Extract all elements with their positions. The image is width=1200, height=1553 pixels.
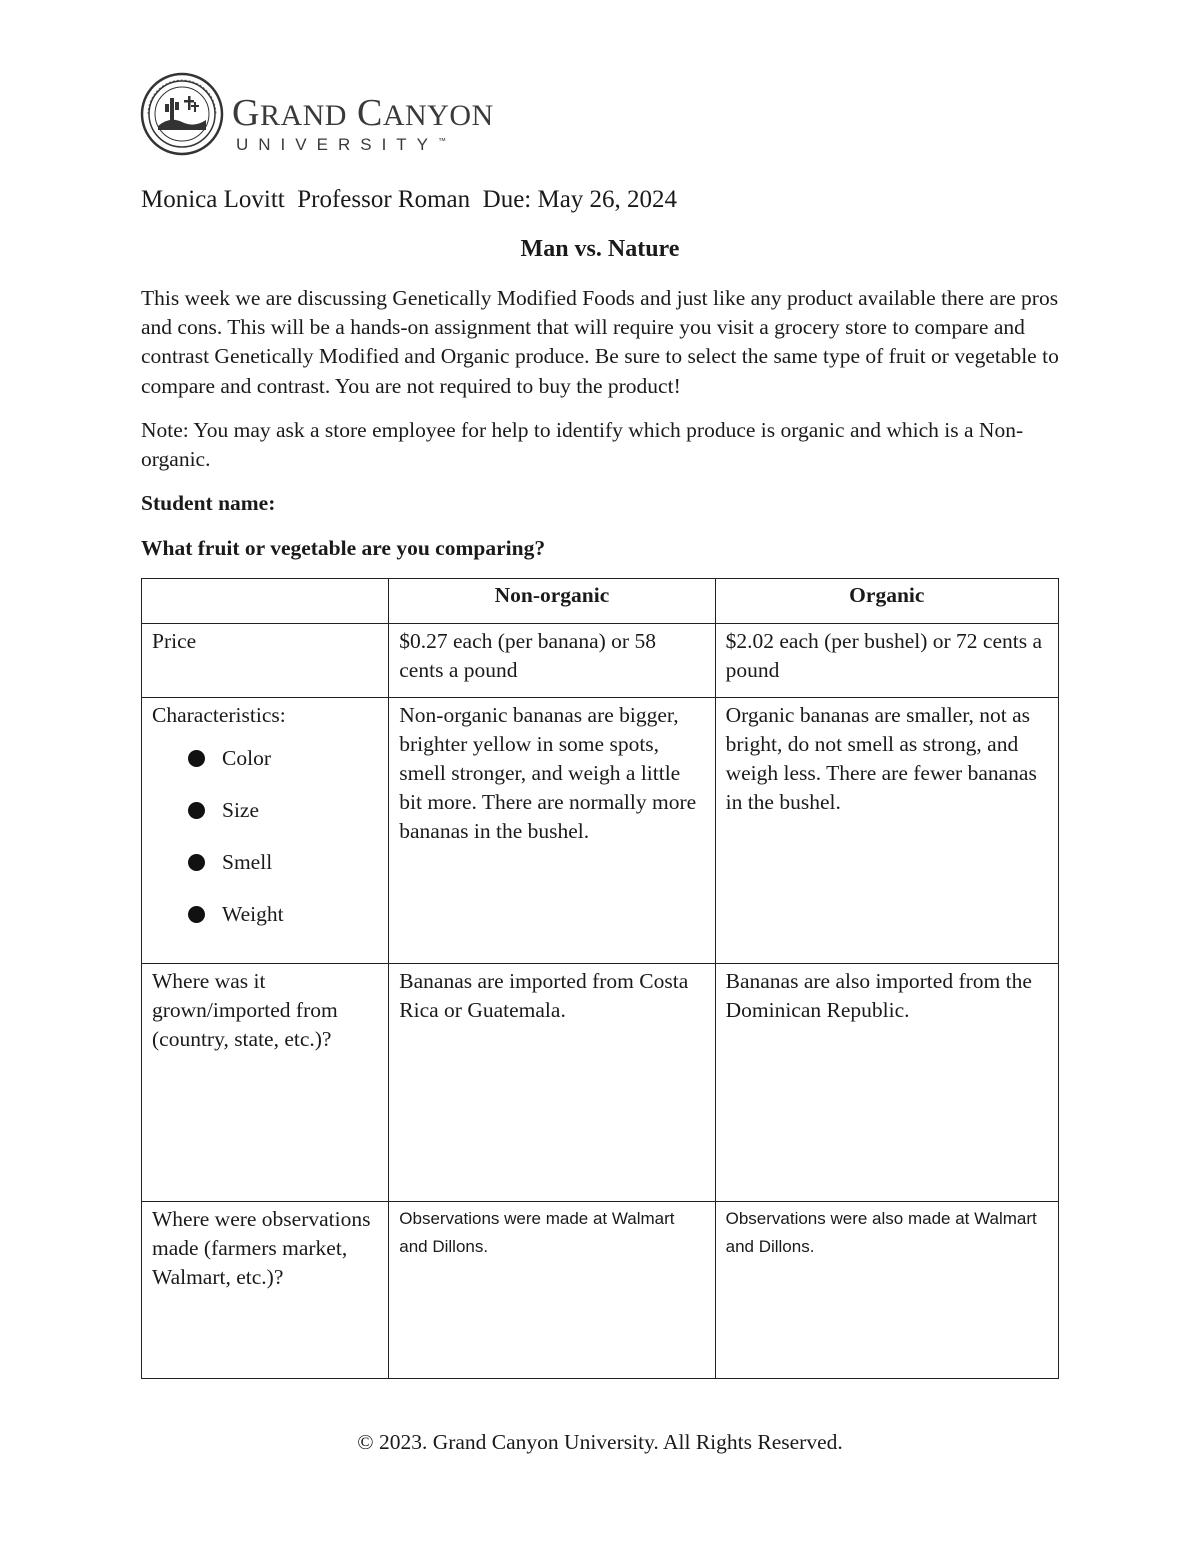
cell-price-non-organic: $0.27 each (per banana) or 58 cents a pound — [389, 624, 715, 698]
table-header-row — [142, 579, 1059, 624]
cell-origin-organic: Bananas are also imported from the Dominican Republic. — [715, 964, 1058, 1202]
bullet-icon — [188, 906, 205, 923]
due-date: Due: May 26, 2024 — [482, 186, 678, 213]
characteristics-list — [152, 744, 378, 952]
table-row-origin — [142, 964, 1059, 1202]
list-item: Weight — [188, 900, 378, 952]
row-label-price: Price — [142, 624, 389, 698]
cell-origin-non-organic: Bananas are imported from Costa Rica or Guatemala. — [389, 964, 715, 1202]
gcu-logo — [140, 72, 520, 158]
table-row-observations — [142, 1202, 1059, 1379]
professor-name: Professor Roman — [297, 186, 471, 213]
comparison-question: What fruit or vegetable are you comparing? — [141, 536, 546, 560]
list-item: Size — [188, 796, 378, 848]
cell-characteristics-organic: Organic bananas are smaller, not as bright, do not smell as strong, and weigh less. There are fewer bananas in the bushel. — [715, 698, 1058, 964]
header-non-organic: Non-organic — [389, 579, 715, 624]
page-title: Man vs. Nature — [520, 236, 680, 262]
university-seal-icon — [140, 72, 224, 156]
list-item: Smell — [188, 848, 378, 900]
student-name-label: Student name: — [141, 491, 276, 515]
header-empty-cell — [142, 579, 389, 624]
bullet-icon — [188, 802, 205, 819]
row-label-characteristics: Characteristics: Color Size Smell Weight — [142, 698, 389, 964]
header-organic: Organic — [715, 579, 1058, 624]
cell-observations-non-organic: Observations were made at Walmart and Dillons. — [389, 1202, 715, 1379]
cell-price-organic: $2.02 each (per bushel) or 72 cents a pound — [715, 624, 1058, 698]
wordmark — [232, 94, 494, 155]
bullet-icon — [188, 750, 205, 767]
list-item: Color — [188, 744, 378, 796]
document-header — [141, 186, 677, 214]
copyright-footer: © 2023. Grand Canyon University. All Rights Reserved. — [357, 1430, 843, 1454]
row-label-origin: Where was it grown/imported from (country, state, etc.)? — [142, 964, 389, 1202]
table-row-price — [142, 624, 1059, 698]
wordmark-top: GRAND CANYON — [232, 92, 494, 134]
student-author: Monica Lovitt — [141, 186, 285, 213]
note-paragraph: Note: You may ask a store employee for help to identify which produce is organic and which is a Non-organic. — [141, 418, 1024, 472]
comparison-table — [141, 578, 1059, 1379]
intro-paragraph: This week we are discussing Genetically Modified Foods and just like any product available there are pros and cons. This will be a hands-on assignment that will require you visit a grocery store to compare and contrast Genetically Modified and Organic produce. Be sure to select the same type of fruit or vegetable to compare and contrast. You are not required to buy the product! — [141, 286, 1059, 398]
wordmark-bottom: UNIVERSITY™ — [236, 135, 447, 154]
cell-observations-organic: Observations were also made at Walmart and Dillons. — [715, 1202, 1058, 1379]
table-row-characteristics — [142, 698, 1059, 964]
row-label-observations: Where were observations made (farmers market, Walmart, etc.)? — [142, 1202, 389, 1379]
cell-characteristics-non-organic: Non-organic bananas are bigger, brighter yellow in some spots, smell stronger, and weigh a little bit more. There are normally more bananas in the bushel. — [389, 698, 715, 964]
bullet-icon — [188, 854, 205, 871]
